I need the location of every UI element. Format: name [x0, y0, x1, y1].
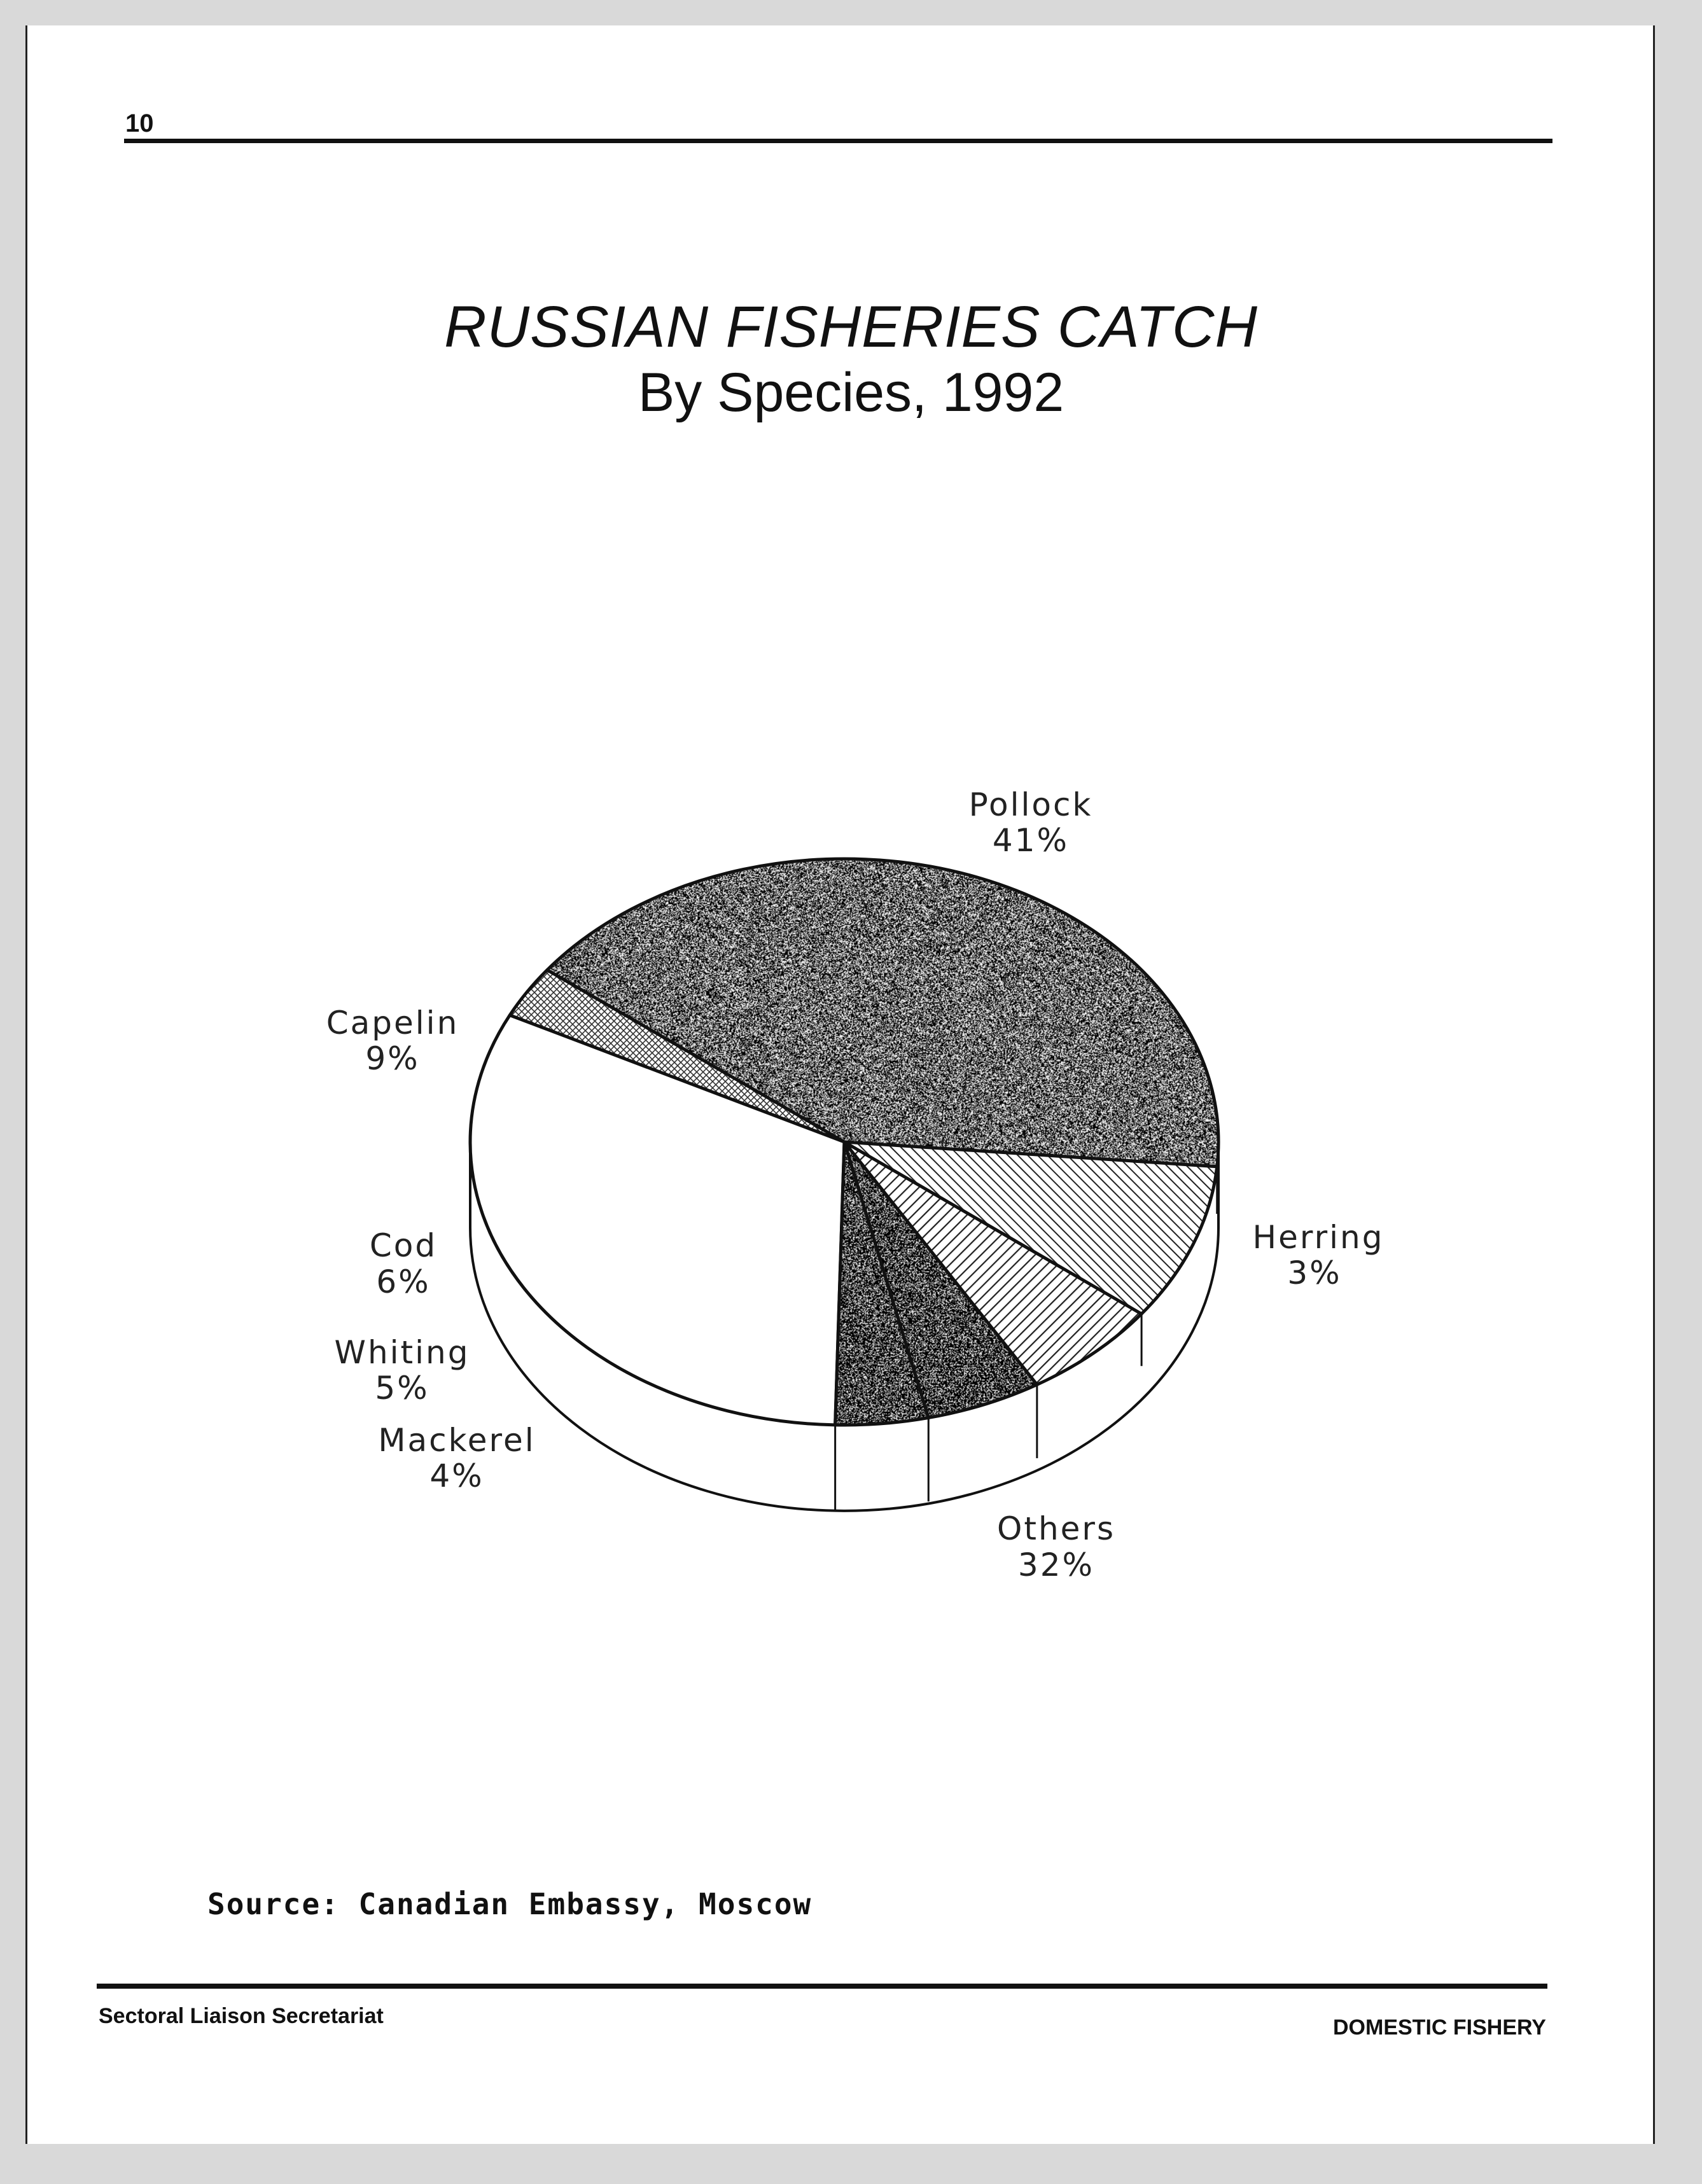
slice-value-pollock: 41%: [992, 822, 1070, 859]
footer-right-text: DOMESTIC FISHERY: [1333, 2015, 1546, 2040]
slice-label-cod: Cod: [369, 1227, 438, 1264]
slice-label-mackerel: Mackerel: [378, 1422, 536, 1459]
slice-value-cod: 6%: [376, 1263, 431, 1300]
pie-slices: [470, 859, 1218, 1425]
footer-left-text: Sectoral Liaison Secretariat: [99, 2004, 384, 2028]
slice-value-others: 32%: [1017, 1547, 1095, 1583]
slice-value-mackerel: 4%: [429, 1457, 484, 1494]
slice-label-others: Others: [996, 1510, 1116, 1547]
slice-value-capelin: 9%: [365, 1040, 420, 1077]
slice-label-pollock: Pollock: [968, 786, 1093, 823]
source-note: Source: Canadian Embassy, Moscow: [207, 1887, 813, 1921]
slice-value-herring: 3%: [1287, 1255, 1342, 1291]
slice-label-herring: Herring: [1252, 1219, 1385, 1256]
chart-title: RUSSIAN FISHERIES CATCH: [444, 295, 1258, 359]
chart-subtitle: By Species, 1992: [638, 362, 1064, 423]
slice-label-capelin: Capelin: [326, 1005, 459, 1041]
slice-label-whiting: Whiting: [334, 1334, 470, 1371]
footer-rule: [97, 1984, 1547, 1989]
slice-value-whiting: 5%: [375, 1370, 429, 1407]
page-number: 10: [125, 109, 154, 137]
